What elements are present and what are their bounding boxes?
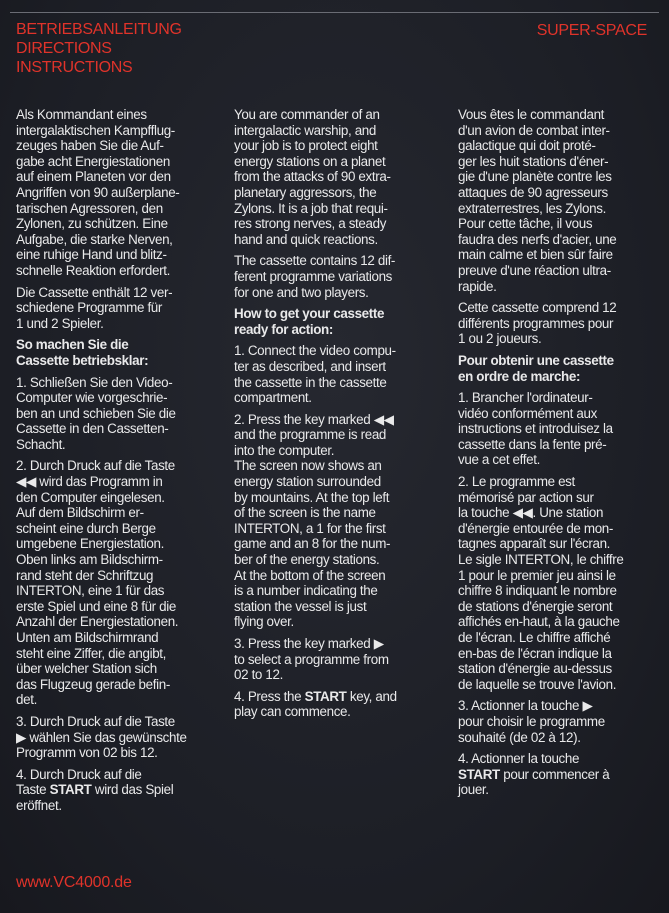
english-step-4-pre: 4. Press the: [234, 688, 305, 704]
german-step-4-pre: 4. Durch Druck auf die Taste: [16, 766, 142, 798]
header-title-german: BETRIEBSANLEITUNG: [16, 21, 182, 38]
french-step-4-post: pour commencer à jouer.: [458, 766, 610, 798]
french-start-key: START: [458, 766, 500, 782]
english-intro: You are commander of an intergalactic warship, and your job is to protect eight energy stations on a planet from the attacks of 90 extra- planetary aggressors, the Zylons. It is a job that requi- res strong nerves, a steady hand and quick reactions.: [234, 107, 391, 247]
footer-url[interactable]: www.VC4000.de: [16, 874, 132, 891]
column-french: [458, 107, 650, 804]
english-step-4-post: key, and play can commence.: [234, 688, 397, 720]
french-cassette-info: Cette cassette comprend 12 différents programmes pour 1 ou 2 joueurs.: [458, 300, 617, 347]
german-intro: Als Kommandant eines intergalaktischen Kampfflug- zeuges haben Sie die Auf- gabe acht Energiestationen auf einem Planeten vor den Angriffen von 90 außerplane- tarischen Agressoren, den Zylonen, zu schützen. Eine Aufgabe, die starke Nerven, eine ruhige Hand und blitz- schnelle Reaktion erfordert.: [16, 107, 180, 278]
french-step-2: 2. Le programme est mémorisé par action sur la touche ◀◀. Une station d'énergie entourée de mon- tagnes apparaît sur l'écran. Le sigle INTERTON, le chiffre 1 pour le premier jeu ainsi le chiffre 8 indiquant le nombre de stations d'énergie seront affichés en-haut, à la gauche de l'écran. Le chiffre affiché en-bas de l'écran indique la station d'énergie au-dessus de laquelle se trouve l'avion.: [458, 474, 624, 692]
french-setup-heading: Pour obtenir une cassette en ordre de marche:: [458, 352, 614, 384]
english-step-4: [234, 689, 418, 720]
german-step-3: 3. Durch Druck auf die Taste ▶ wählen Sie das gewünschte Programm von 02 bis 12.: [16, 713, 187, 761]
german-setup-heading: So machen Sie die Cassette betriebsklar:: [16, 337, 149, 368]
english-start-key: START: [304, 688, 347, 704]
german-step-4: [16, 767, 214, 814]
english-step-3: 3. Press the key marked ▶ to select a programme from 02 to 12.: [234, 636, 389, 683]
english-step-1: 1. Connect the video compu- ter as described, and insert the cassette in the cassette compartment.: [234, 343, 396, 406]
english-setup-heading: How to get your cassette ready for action:: [234, 306, 385, 337]
french-step-3: 3. Actionner la touche ▶ pour choisir le programme souhaité (de 02 à 12).: [458, 698, 605, 745]
english-step-2: 2. Press the key marked ◀◀ and the programme is read into the computer. The screen now shows an energy station surrounded by mountains. At the top left of the screen is the name INTERTON, a 1 for the first game and an 8 for the num- ber of the energy stations. At the bottom of the screen is a number indicating the station the vessel is just flying over.: [234, 411, 394, 630]
german-start-key: START: [49, 782, 92, 798]
column-german: [16, 107, 214, 820]
french-step-4: [458, 751, 650, 798]
french-step-1: 1. Brancher l'ordinateur- vidéo conformément aux instructions et introduisez la cassette dans la fente pré- vue a cet effet.: [458, 390, 613, 468]
french-intro: Vous êtes le commandant d'un avion de combat inter- galactique qui doit proté- ger les huit stations d'éner- gie d'une planète contre les attaques de 90 agresseurs extraterrestres, les Zylons. Pour cette tâche, il vous faudra des nerfs d'acier, une main calme et bien sûr faire preuve d'une réaction ultra- rapide.: [458, 107, 617, 294]
french-step-4-pre: 4. Actionner la touche: [458, 751, 580, 767]
german-step-1: 1. Schließen Sie den Video- Computer wie vorgeschrie- ben an und schieben Sie die Cassette in den Cassetten- Schacht.: [16, 374, 176, 452]
german-step-2: 2. Durch Druck auf die Taste ◀◀ wird das Programm in den Computer eingelesen. Auf dem Bildschirm er- scheint eine durch Berge umgebene Energiestation. Oben links am Bildschirm- rand steht der Schriftzug INTERTON, eine 1 für das erste Spiel und eine 8 für die Anzahl der Energiestationen. Unten am Bildschirmrand steht eine Ziffer, die angibt, über welcher Station sich das Flugzeug gerade befin- det.: [16, 458, 179, 708]
game-title: SUPER-SPACE: [536, 22, 647, 39]
german-cassette-info: Die Cassette enthält 12 ver- schiedene Programme für 1 und 2 Spieler.: [16, 284, 173, 331]
column-english: [234, 107, 418, 726]
header-title-french: INSTRUCTIONS: [16, 59, 133, 76]
header-titles: [16, 20, 182, 77]
header-title-english: DIRECTIONS: [16, 40, 112, 57]
english-cassette-info: The cassette contains 12 dif- ferent programme variations for one and two players.: [234, 253, 396, 300]
german-step-4-post: wird das Spiel eröffnet.: [16, 782, 174, 813]
top-rule: [10, 12, 659, 13]
